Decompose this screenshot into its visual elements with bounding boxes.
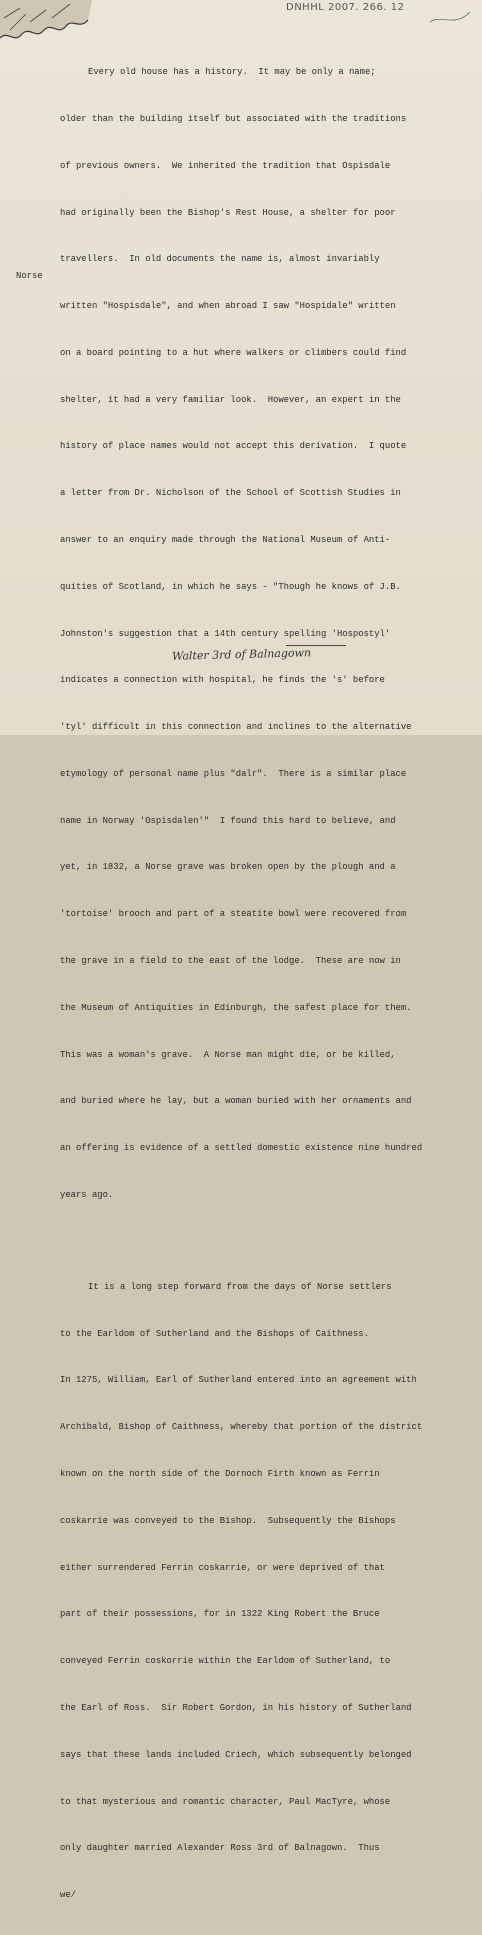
archive-reference: DNHHL 2007. 266. 12 xyxy=(286,2,405,13)
text-line: older than the building itself but associated with the traditions xyxy=(60,113,407,124)
typed-text xyxy=(60,34,482,1935)
text-line: says that these lands included Criech, which subsequently belonged xyxy=(60,1749,412,1760)
text-line: travellers. In old documents the name is, almost invariably xyxy=(60,254,380,265)
text-line: known on the north side of the Dornoch Firth known as Ferrin xyxy=(60,1469,380,1480)
text-line: we/ xyxy=(60,1890,76,1901)
text-line: yet, in 1832, a Norse grave was broken open by the plough and a xyxy=(60,862,396,873)
text-line: history of place names would not accept this derivation. I quote xyxy=(60,441,407,452)
text-line: quities of Scotland, in which he says - "Though he knows of J.B. xyxy=(60,581,401,592)
text-line: 'tortoise' brooch and part of a steatite bowl were recovered from xyxy=(60,909,407,920)
text-line: on a board pointing to a hut where walkers or climbers could find xyxy=(60,347,407,358)
text-line: shelter, it had a very familiar look. However, an expert in the xyxy=(60,394,401,405)
text-line: an offering is evidence of a settled domestic existence nine hundred xyxy=(60,1143,423,1154)
text-line: part of their possessions, for in 1322 King Robert the Bruce xyxy=(60,1609,380,1620)
handwritten-note: Walter 3rd of Balnagown xyxy=(171,646,312,663)
text-line: This was a woman's grave. A Norse man might die, or be killed, xyxy=(60,1049,396,1060)
text-line: had originally been the Bishop's Rest House, a shelter for poor xyxy=(60,207,396,218)
text-line: In 1275, William, Earl of Sutherland entered into an agreement with xyxy=(60,1375,417,1386)
text-line: Every old house has a history. It may be only a name; xyxy=(88,67,376,78)
text-line: only daughter married Alexander Ross 3rd of Balnagown. Thus xyxy=(60,1843,380,1854)
text-line: It is a long step forward from the days of Norse settlers xyxy=(88,1281,392,1292)
text-line: to that mysterious and romantic character, Paul MacTyre, whose xyxy=(60,1796,391,1807)
text-line: answer to an enquiry made through the National Museum of Anti- xyxy=(60,535,391,545)
text-line: years ago. xyxy=(60,1189,114,1200)
text-line: the grave in a field to the east of the lodge. These are now in xyxy=(60,956,401,967)
text-line: coskarrie was conveyed to the Bishop. Subsequently the Bishops xyxy=(60,1515,396,1526)
text-line: etymology of personal name plus "dalr". There is a similar place xyxy=(60,768,407,779)
text-line: of previous owners. We inherited the tradition that Ospisdale xyxy=(60,160,391,171)
text-line: 'tyl' difficult in this connection and inclines to the alternative xyxy=(60,722,412,733)
text-line: to the Earldom of Sutherland and the Bishops of Caithness. xyxy=(60,1328,369,1339)
text-line: and buried where he lay, but a woman buried with her ornaments and xyxy=(60,1096,412,1107)
text-line: either surrendered Ferrin coskarrie, or were deprived of that xyxy=(60,1562,385,1573)
text-line: name in Norway 'Ospisdalen'" I found this hard to believe, and xyxy=(60,815,396,826)
text-line: the Museum of Antiquities in Edinburgh, the safest place for them. xyxy=(60,1002,412,1013)
text-line: indicates a connection with hospital, he finds the 's' before xyxy=(60,675,385,686)
text-line: a letter from Dr. Nicholson of the School of Scottish Studies in xyxy=(60,488,401,499)
text-line: conveyed Ferrin coskorrie within the Earldom of Sutherland, to xyxy=(60,1656,391,1667)
text-line: the Earl of Ross. Sir Robert Gordon, in his history of Sutherland xyxy=(60,1702,412,1713)
text-line: Archibald, Bishop of Caithness, whereby that portion of the district xyxy=(60,1422,423,1433)
text-line: written "Hospisdale", and when abroad I saw "Hospidale" written xyxy=(60,301,396,312)
margin-note: Norse xyxy=(16,271,43,281)
text-line: Johnston's suggestion that a 14th century spelling 'Hospostyl' xyxy=(60,628,391,639)
